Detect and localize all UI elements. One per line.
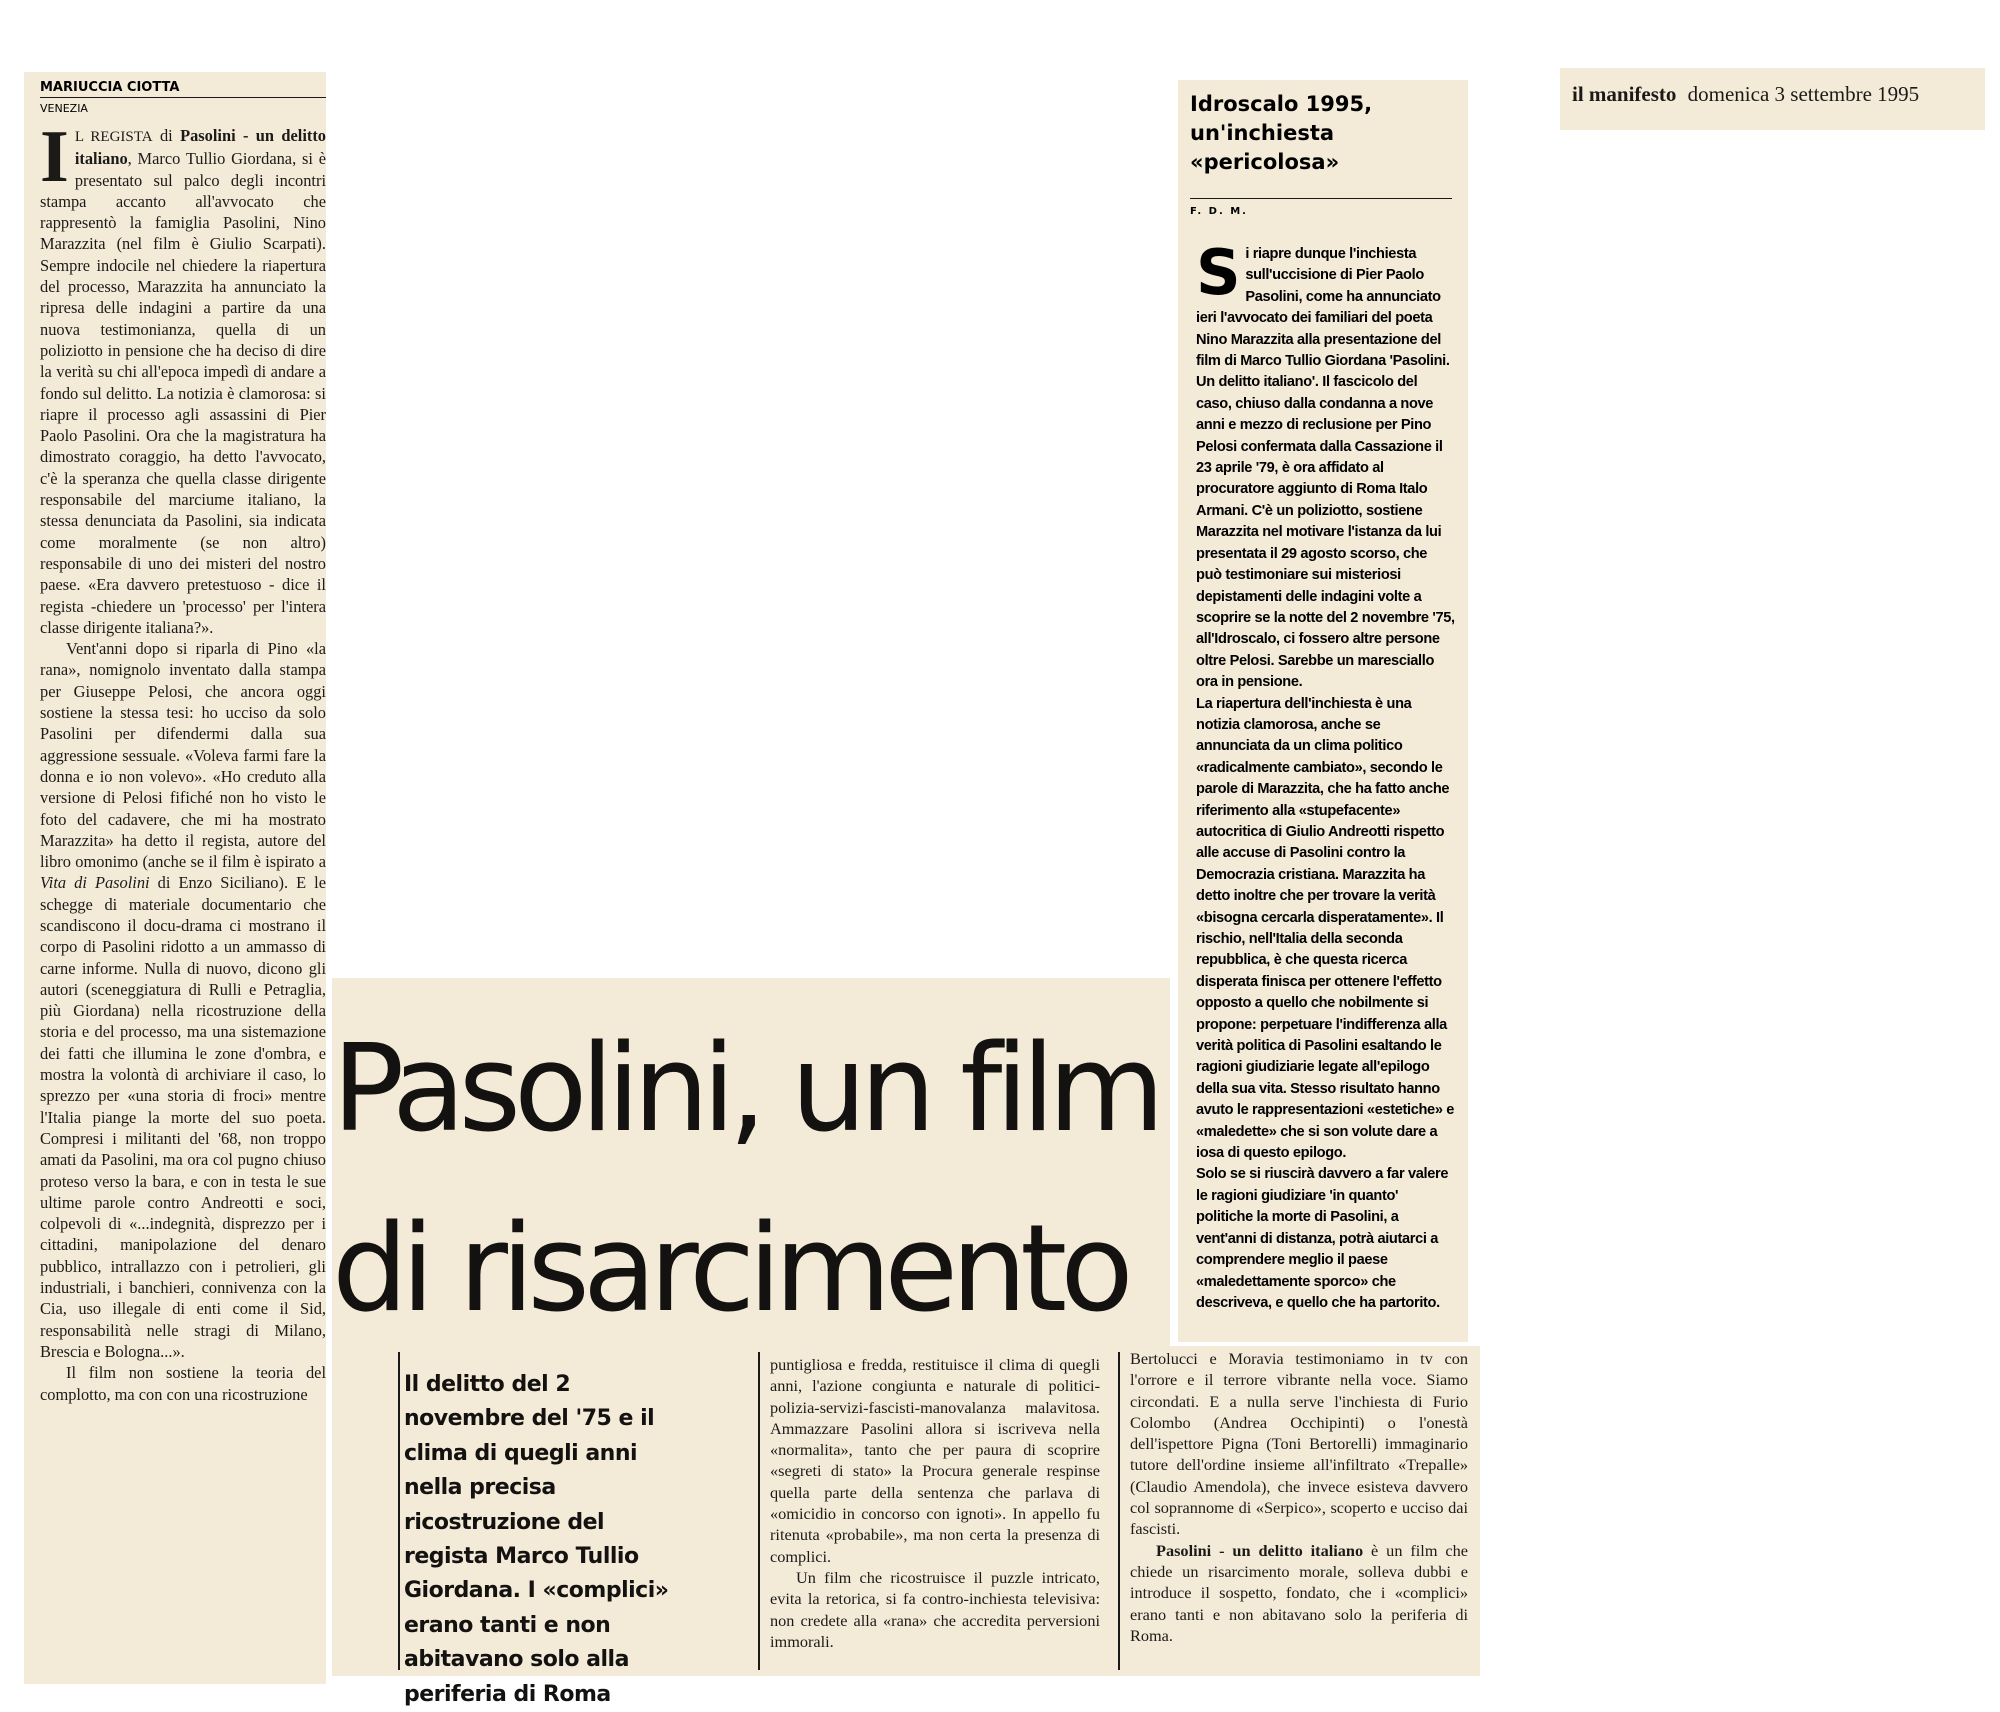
sidebar-paragraph-2: La riapertura dell'inchiesta è una notizia clamorosa, anche se annunciata da un clima politico «radicalmente cambiato», secondo le parole di Marazzita, che ha fatto anche riferimento alla «stupefacente» autocritica di Giulio Andreotti rispetto alle accuse di Pasolini contro la Democrazia cristiana. Marazzita ha detto inoltre che per trovare la verità «bisogna cercarla disperatamente». Il rischio, nell'Italia della seconda repubblica, è che questa ricerca disperata finisca per ottenere l'effetto opposto a quello che nobilmente si propone: perpetuare l'indifferenza alla verità politica di Pasolini esaltando le ragioni giudiziarie legate all'epilogo della sua vita. Stesso risultato hanno avuto le rappresentazioni «estetiche» e «maledette» che si son volute dare a iosa di questo epilogo. [1196, 695, 1455, 1162]
left-paragraph-1-text: , Marco Tullio Giordana, si è presentato sul palco degli incontri stampa accanto all'avvocato che rappresentò la famiglia Pasolini, Nino Marazzita (nel film è Giulio Scarpati). Sempre indocile nel chiedere la riapertura del processo, Marazzita ha annunciato la ripresa delle indagini a partire da una nuova testimonianza, quella di un poliziotto in pensione che ha deciso di dire la verità su chi all'epoca impedì di andare a fondo sul delitto. La notizia è clamorosa: si riapre il processo agli assassini di Pier Paolo Pasolini. Ora che la magistratura ha dimostrato coraggio, ha detto l'avvocato, c'è la speranza che quella classe dirigente responsabile del marciume italiano, la stessa denunciata da Pasolini, sia indicata come moralmente (se non altro) responsabile di uno dei misteri del nostro paese. «Era davvero pretestuoso - dice il regista -chiedere un 'processo' per l'intera classe dirigente italiana?». [40, 149, 326, 637]
author-byline: MARIUCCIA CIOTTA [40, 80, 326, 98]
left-paragraph-1: I L REGISTA di Pasolini - un delitto italiano, Marco Tullio Giordana, si è presentato sul palco degli incontri stampa accanto all'avvocato che rappresentò la famiglia Pasolini, Nino Marazzita (nel film è Giulio Scarpati). Sempre indocile nel chiedere la riapertura del processo, Marazzita ha annunciato la ripresa delle indagini a partire da una nuova testimonianza, quella di un poliziotto in pensione che ha deciso di dire la verità su chi all'epoca impedì di andare a fondo sul delitto. La notizia è clamorosa: si riapre il processo agli assassini di Pier Paolo Pasolini. Ora che la magistratura ha dimostrato coraggio, ha detto l'avvocato, c'è la speranza che quella classe dirigente responsabile del marciume italiano, la stessa denunciata da Pasolini, sia indicata come moralmente (se non altro) responsabile di uno dei misteri del nostro paese. «Era davvero pretestuoso - dice il regista -chiedere un 'processo' per l'intera classe dirigente italiana?». [40, 116, 327, 637]
headline-line-2: di risarcimento [332, 1200, 1127, 1339]
bottom-columns-clipping [332, 1346, 1480, 1707]
column-rule [1118, 1352, 1120, 1670]
middle-paragraph-1: puntigliosa e fredda, restituisce il clima di quegli anni, l'azione congiunta e naturale di politici-polizia-servizi-fascisti-manovalanza malavitosa. Ammazzare Pasolini allora si iscriveva nella «normalita», tanto che per paura di scoprire «segreti di stato» la Procura generale respinse quella parte della sentenza che parlava di «omicidio in concorso con ignoti». In appello fu ritenuta «probabile», ma non certa la presenza di complici. [770, 1355, 1100, 1566]
sidebar-paragraph-1 [1196, 236, 1456, 694]
right-bottom-paragraph-1: Bertolucci e Moravia testimoniamo in tv con l'orrore e il terrore vibrante nella voce. Siamo circondati. E a nulla serve l'inchiesta di Furio Colombo (Andrea Occhipinti) o l'onestà dell'ispettore Pigna (Toni Bertorelli) immaginario tutore dell'ordine insieme all'infiltrato «Trepalle» (Claudio Amendola), che invece esisteva davvero col soprannome di «Serpico», scoperto e ucciso dai fascisti. [1130, 1349, 1468, 1539]
right-article-column [1178, 80, 1468, 1342]
newspaper-name: il manifesto [1572, 82, 1677, 106]
sidebar-title: Idroscalo 1995, un'inchiesta «pericolosa» [1190, 92, 1373, 174]
sidebar-paragraph-1-text: i riapre dunque l'inchiesta sull'uccisione di Pier Paolo Pasolini, come ha annunciato ieri l'avvocato dei familiari del poeta Nino Marazzita alla presentazione del film di Marco Tullio Giordana 'Pasolini. Un delitto italiano'. Il fascicolo del caso, chiuso dalla condanna a nove anni e mezzo di reclusione per Pino Pelosi confermata dalla Cassazione il 23 aprile '79, è ora affidato al procuratore aggiunto di Roma Italo Armani. C'è un poliziotto, sostiene Marazzita nel motivare l'istanza da lui presentata il 29 agosto scorso, che può testimoniare sui misteriosi depistamenti delle indagini volte a scoprire se la notte del 2 novembre '75, all'Idroscalo, ci fossero altre persone oltre Pelosi. Sarebbe un maresciallo ora in pensione. [1196, 246, 1455, 691]
left-paragraph-3: Il film non sostiene la teoria del complotto, ma con con una ricostruzione [40, 1363, 326, 1404]
right-bottom-paragraph-2 [1130, 1540, 1468, 1646]
headline-clipping [332, 978, 1170, 1348]
headline-line-1: Pasolini, un film [332, 1020, 1158, 1159]
right-bottom-paragraph-2-text: è un film che chiede un risarcimento morale, solleva dubbi e introduce il sospetto, fondato, che i «complici» erano tanti e non abitavano solo la periferia di Roma. [1130, 1540, 1468, 1645]
drop-cap: I [40, 116, 69, 198]
title-rule [1190, 198, 1452, 199]
sidebar-paragraph-3: Solo se si riuscirà davvero a far valere le ragioni giudiziare 'in quanto' politiche la morte di Pasolini, a vent'anni di distanza, potrà aiutarci a comprendere meglio il paese «maledettamente sporco» che descriveva, e quello che ha partorito. [1196, 1166, 1449, 1311]
film-title: Pasolini - un delitto italiano [74, 126, 327, 169]
column-rule [398, 1352, 400, 1670]
column-rule [758, 1352, 760, 1670]
subheadline: Il delitto del 2 novembre del '75 e il clima di quegli anni nella precisa ricostruzione del regista Marco Tullio Giordana. I «complici» erano tanti e non abitavano solo alla periferia di Roma [404, 1372, 669, 1707]
masthead-clipping [1560, 68, 1985, 130]
left-paragraph-2 [40, 638, 326, 1362]
film-title: Pasolini - un delitto italiano [1156, 1540, 1364, 1560]
left-paragraph-2-text-b: di Enzo Siciliano). E le schegge di materiale documentario che scandiscono il docu-drama ci mostrano il corpo di Pasolini ridotto a un ammasso di carne informe. Nulla di nuovo, dicono gli autori (sceneggiatura di Rulli e Petraglia, più Giordana) nella ricostruzione della storia e del processo, ma una sistemazione dei fatti che illumina le zone d'ombra, e mostra la volontà di archiviare il caso, lo sprezzo per «una storia di froci» mentre l'Italia piange la morte del suo poeta. Compresi i militanti del '68, non troppo amati da Pasolini, ma ora col pugno chiuso proteso verso la bara, e con in testa le sue ultime parole contro Andreotti e soci, colpevoli di «...indegnità, disprezzo per i cittadini, manipolazione del denaro pubblico, intrallazzo con i petrolieri, gli industriali, i banchieri, connivenza con la Cia, uso illegale di enti come il Sid, responsabilità nelle stragi di Milano, Brescia e Bologna...». [40, 873, 326, 1361]
drop-cap: S [1196, 236, 1241, 309]
issue-date: domenica 3 settembre 1995 [1687, 82, 1920, 106]
main-headline [332, 1000, 1170, 1360]
middle-column [770, 1354, 1100, 1652]
middle-paragraph-2: Un film che ricostruisce il puzzle intricato, evita la retorica, si fa contro-inchiesta televisiva: non credete alla «rana» che accredita perversioni immorali. [770, 1567, 1100, 1651]
left-article-body [40, 116, 327, 1405]
sidebar-body [1196, 236, 1456, 1314]
right-bottom-column [1130, 1348, 1468, 1646]
book-title: Vita di Pasolini [40, 873, 150, 893]
masthead-line [1572, 82, 1919, 107]
sidebar-byline: F. D. M. [1190, 206, 1248, 217]
opening-smallcaps: L REGISTA [74, 129, 153, 145]
dateline-location: VENEZIA [40, 102, 88, 115]
left-article-column [24, 72, 326, 1684]
left-paragraph-2-text-a: Vent'anni dopo si riparla di Pino «la rana», nomignolo inventato dalla stampa per Giuseppe Pelosi, che ancora oggi sostiene la stessa tesi: ho ucciso da solo Pasolini per difendermi dalla sua aggressione sessuale. «Voleva farmi fare la donna e io non volevo». «Ho creduto alla versione di Pelosi fifiché non ho visto le foto del cadavere, che mi ha mostrato Marazzita» ha detto il regista, autore del libro omonimo (anche se il film è ispirato a [40, 639, 326, 872]
